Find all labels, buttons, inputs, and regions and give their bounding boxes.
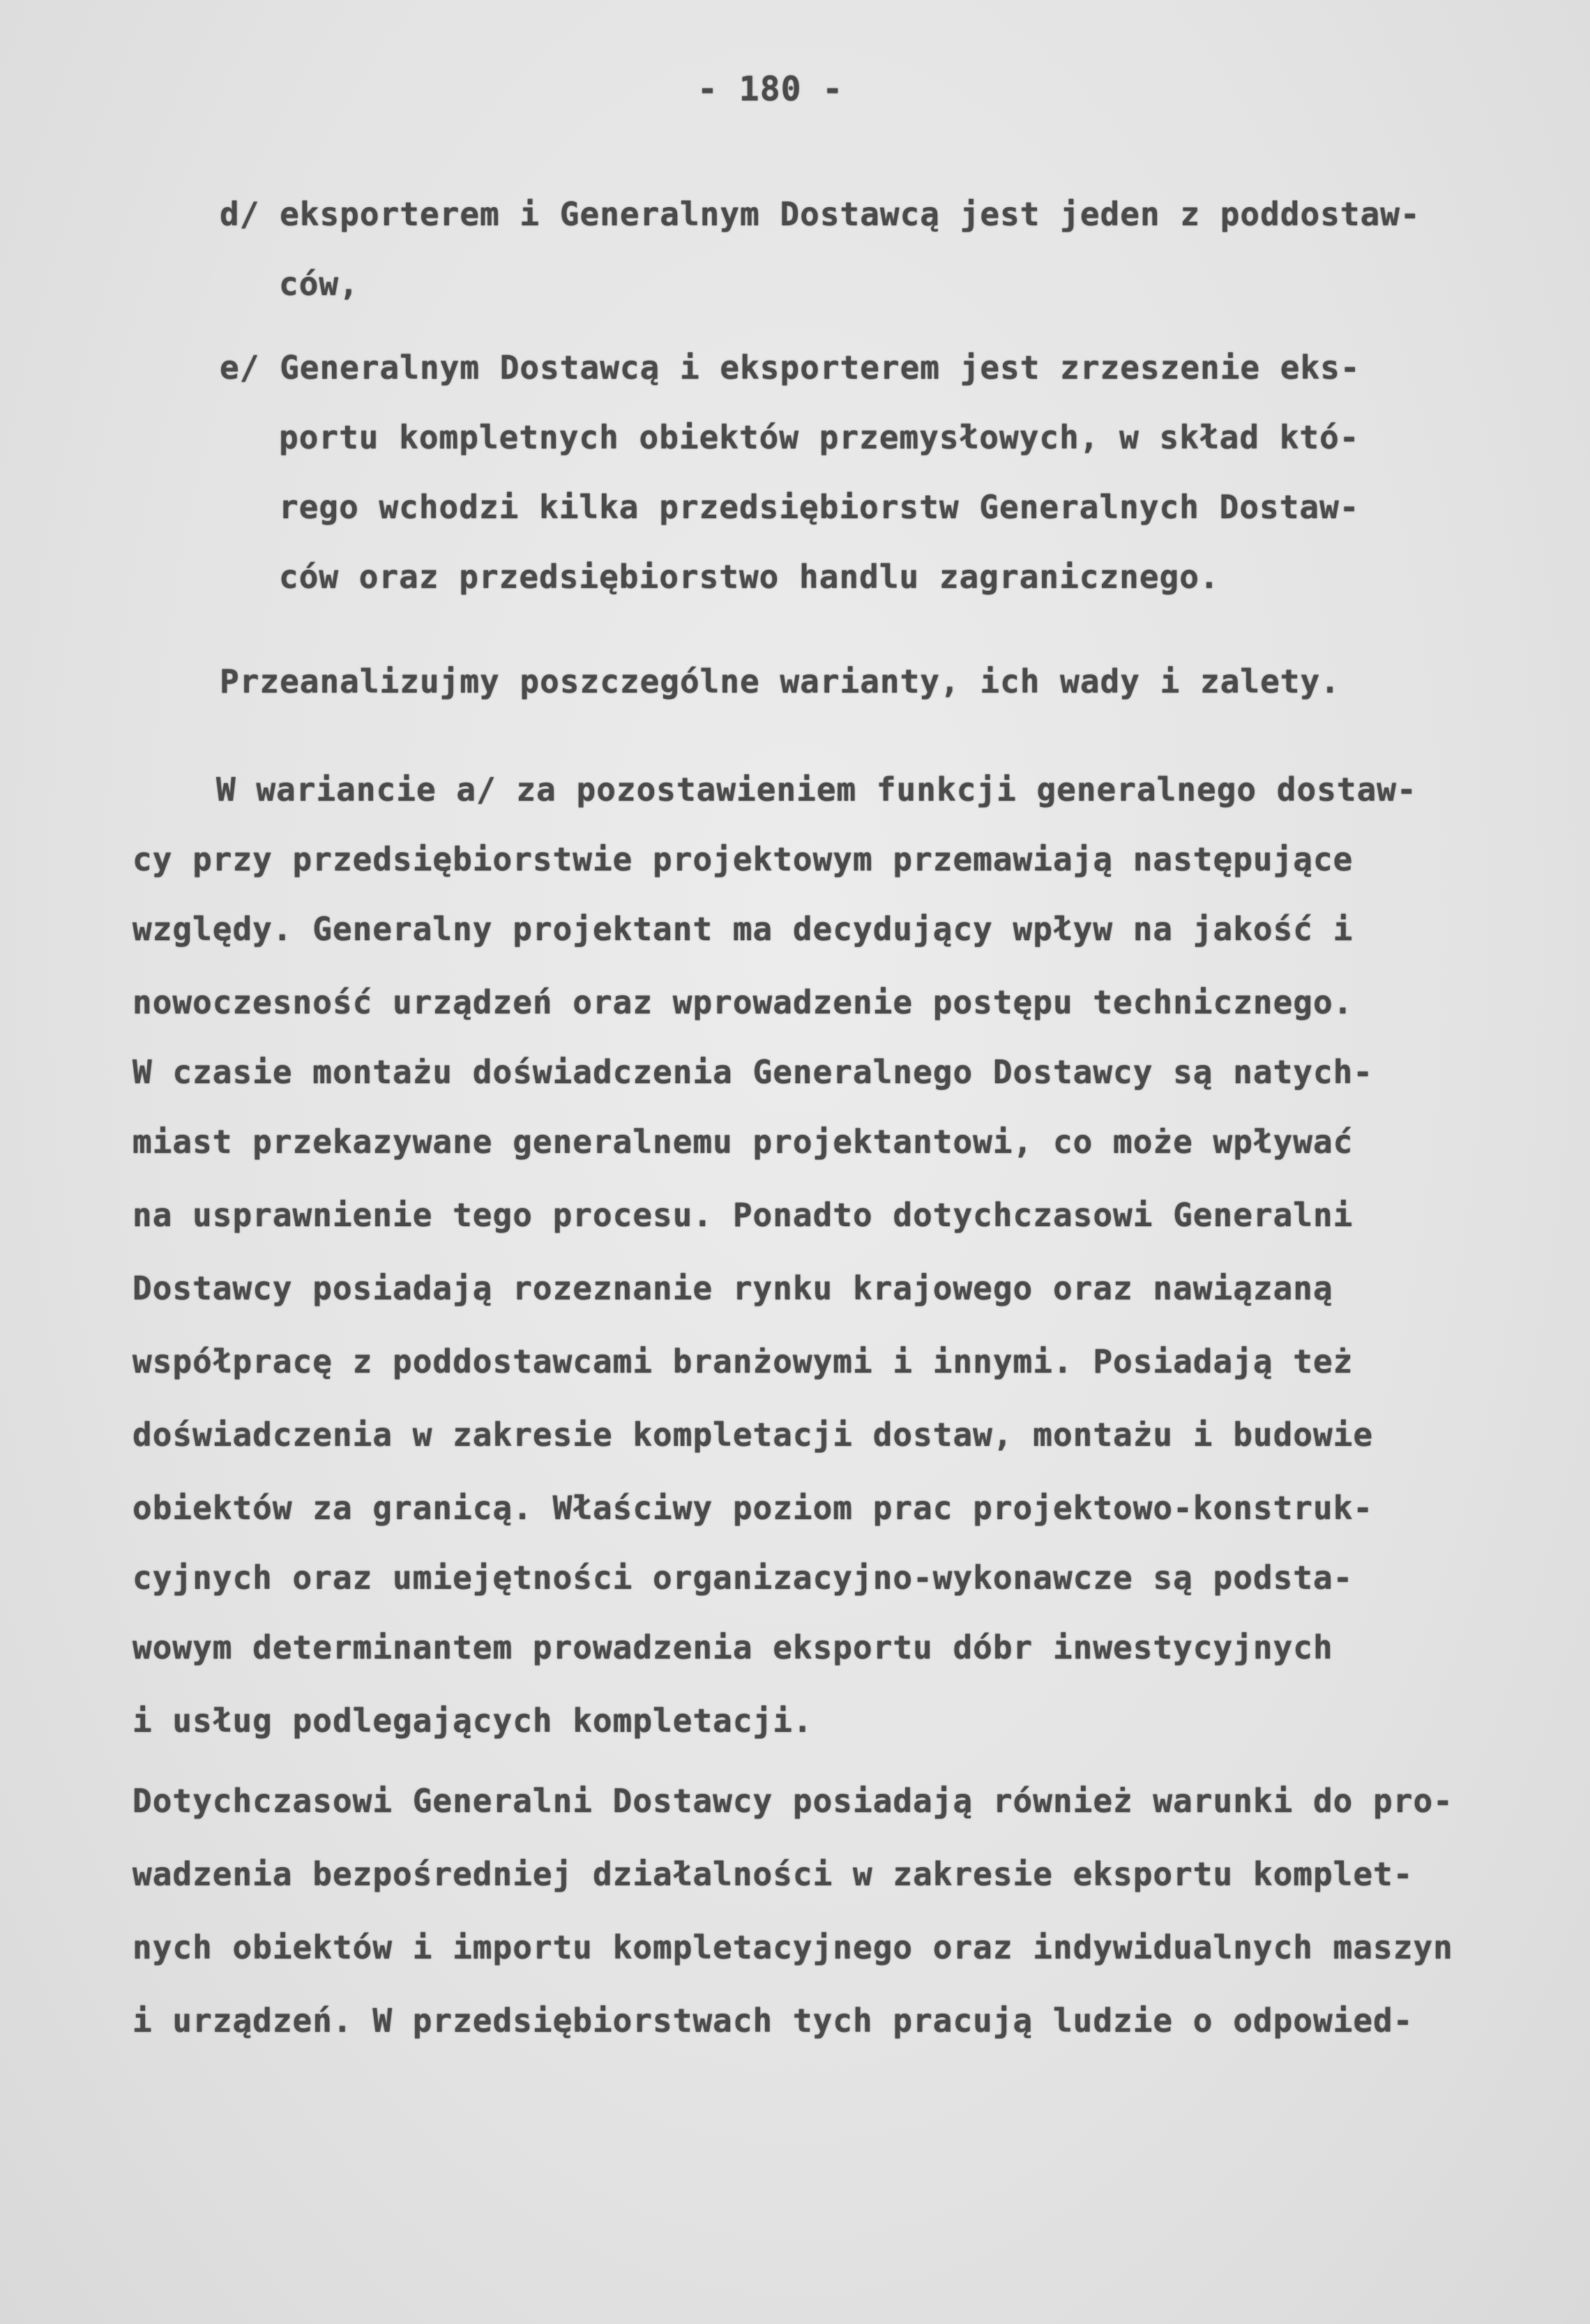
paragraph-line: nych obiektów i importu kompletacyjnego oraz indywidualnych maszyn [132,1929,1453,1966]
list-item-e-continuation: rego wchodzi kilka przedsiębiorstw Generalnych Dostaw- [279,488,1360,526]
paragraph-line: Dotychczasowi Generalni Dostawcy posiadają również warunki do pro- [132,1782,1453,1820]
list-item-e: e/ Generalnym Dostawcą i eksporterem jest zrzeszenie eks- [220,349,1361,386]
paragraph-line: współpracę z poddostawcami branżowymi i innymi. Posiadają też [132,1343,1354,1380]
paragraph-line: miast przekazywane generalnemu projektantowi, co może wpływać [132,1123,1354,1161]
paragraph-line: na usprawnienie tego procesu. Ponadto dotychczasowi Generalni [132,1196,1354,1234]
paragraph-line: i usług podlegających kompletacji. [132,1702,813,1740]
paragraph-line: wowym determinantem prowadzenia eksportu dóbr inwestycyjnych [132,1629,1333,1666]
paragraph-line: cyjnych oraz umiejętności organizacyjno-wykonawcze są podsta- [132,1559,1354,1597]
paragraph-line: cy przy przedsiębiorstwie projektowym przemawiają następujące [132,840,1354,878]
list-item-e-continuation: ców oraz przedsiębiorstwo handlu zagranicznego. [279,558,1220,596]
list-item-d: d/ eksporterem i Generalnym Dostawcą jest jeden z poddostaw- [220,195,1421,233]
list-item-e-continuation: portu kompletnych obiektów przemysłowych, w skład któ- [279,418,1360,456]
paragraph-line: Dostawcy posiadają rozeznanie rynku krajowego oraz nawiązaną [132,1269,1333,1307]
paragraph-line: obiektów za granicą. Właściwy poziom prac projektowo-konstruk- [132,1489,1374,1527]
paragraph-line: doświadczenia w zakresie kompletacji dostaw, montażu i budowie [132,1416,1374,1454]
paragraph-line: Przeanalizujmy poszczególne warianty, ich wady i zalety. [220,663,1340,700]
paragraph-line: W czasie montażu doświadczenia Generalnego Dostawcy są natych- [132,1053,1374,1091]
paragraph-line: nowoczesność urządzeń oraz wprowadzenie postępu technicznego. [132,983,1354,1021]
page-number: - 180 - [697,70,844,109]
paragraph-line: wadzenia bezpośredniej działalności w zakresie eksportu komplet- [132,1855,1414,1893]
paragraph-line: i urządzeń. W przedsiębiorstwach tych pracują ludzie o odpowied- [132,2002,1414,2039]
list-item-d-continuation: ców, [279,265,359,303]
paragraph-line: względy. Generalny projektant ma decydujący wpływ na jakość i [132,910,1354,948]
paragraph-line: W wariancie a/ za pozostawieniem funkcji generalnego dostaw- [216,771,1417,808]
